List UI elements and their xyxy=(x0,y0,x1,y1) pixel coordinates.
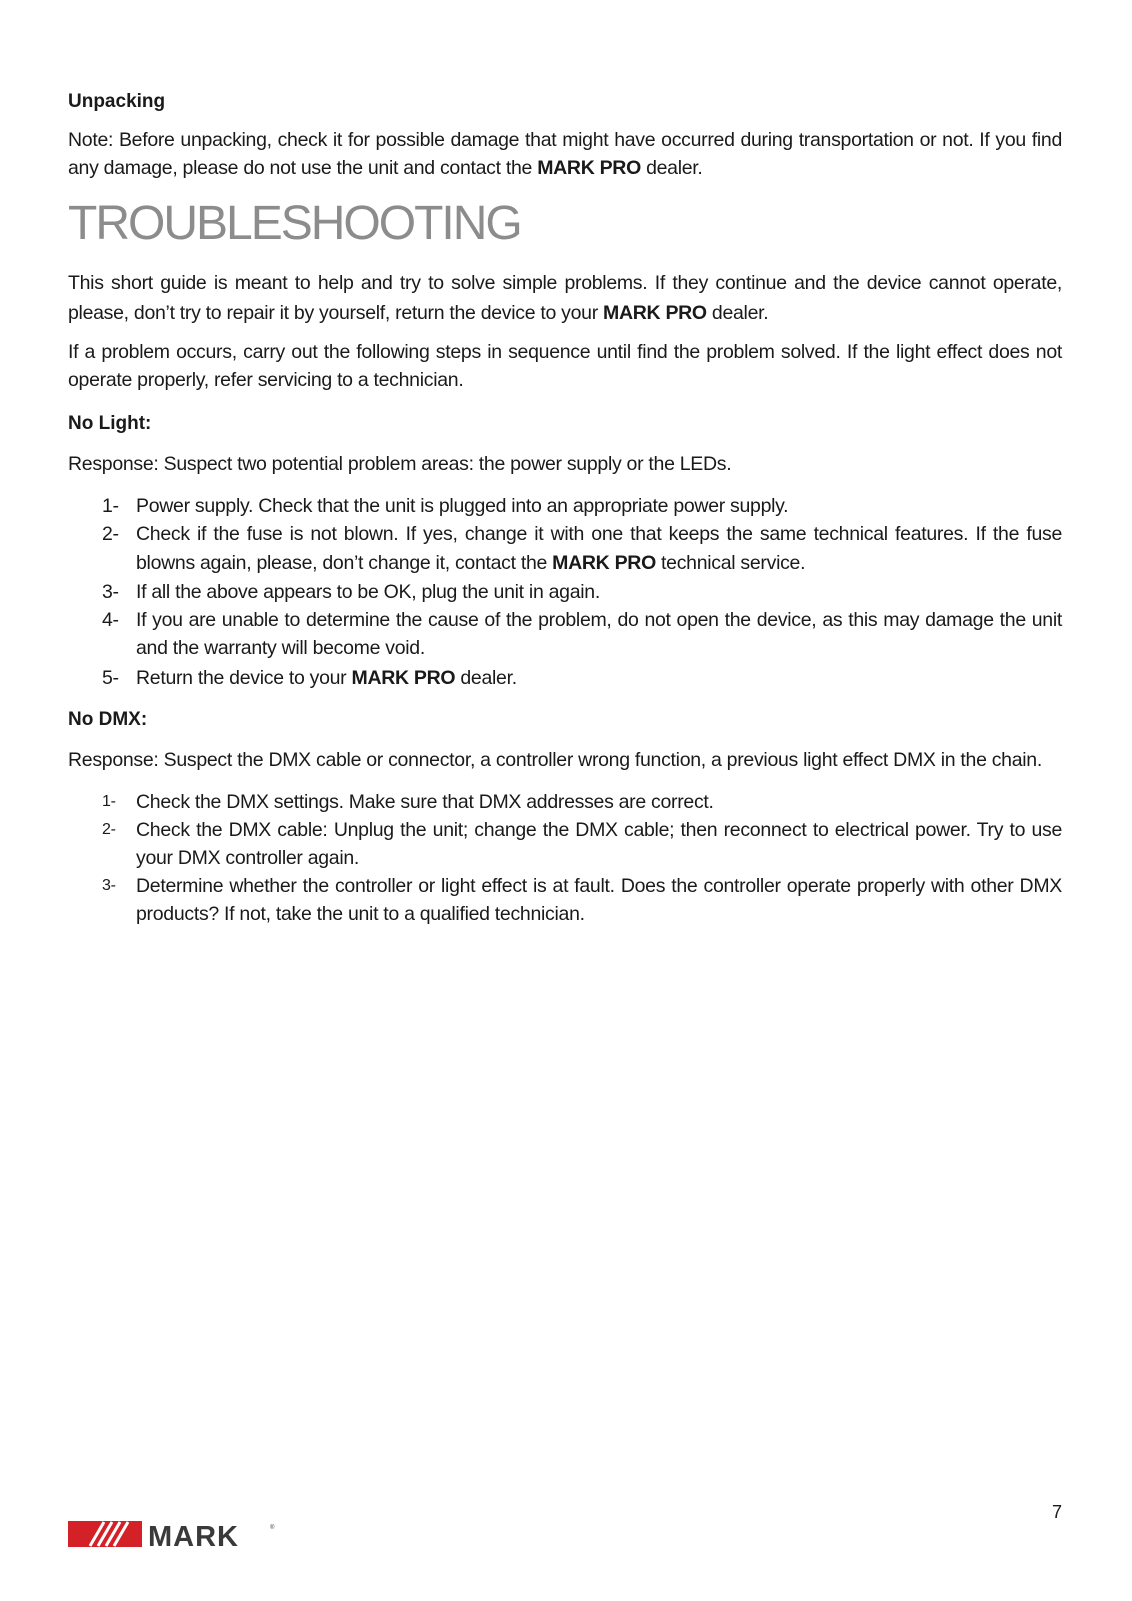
list-text: If you are unable to determine the cause of the problem, do not open the device, as this may damage the unit and the warranty will become void. xyxy=(136,609,1062,659)
list-number: 2- xyxy=(102,523,119,545)
unpacking-heading: Unpacking xyxy=(68,91,166,112)
no-dmx-response: Response: Suspect the DMX cable or connector, a controller wrong function, a previous light effect DMX in the chain. xyxy=(68,749,1042,771)
list-item xyxy=(68,492,1062,520)
list-number: 2- xyxy=(102,821,116,838)
manual-page xyxy=(68,88,1062,928)
list-item xyxy=(68,872,1062,928)
list-text: Determine whether the controller or light effect is at fault. Does the controller operate properly with other DMX products? If not, take the unit to a qualified technician. xyxy=(136,875,1062,925)
page-number: 7 xyxy=(1051,1502,1062,1522)
list-item xyxy=(68,788,1062,816)
no-light-heading: No Light: xyxy=(68,413,152,434)
brand-name: MARK PRO xyxy=(603,302,707,324)
list-text: Check the DMX settings. Make sure that DMX addresses are correct. xyxy=(136,791,714,813)
list-text-part: dealer. xyxy=(455,667,517,689)
unpacking-note-text: Note: Before unpacking, check it for possible damage that might have occurred during transportation or not. If you find any damage, please do not use the unit and contact the xyxy=(68,129,1062,179)
brand-name: MARK PRO xyxy=(351,667,456,689)
no-dmx-steps xyxy=(68,788,1062,928)
troubleshooting-title: TROUBLESHOOTING xyxy=(68,197,521,250)
no-dmx-heading: No DMX: xyxy=(68,709,148,730)
no-light-steps xyxy=(68,492,1062,692)
list-item xyxy=(68,578,1062,606)
logo-text: MARK xyxy=(148,1521,239,1549)
list-text xyxy=(136,667,517,689)
list-item xyxy=(68,520,1062,578)
list-number: 4- xyxy=(102,609,119,631)
troubleshooting-sequence: If a problem occurs, carry out the following steps in sequence until find the problem solved. If the light effect does not operate properly, refer servicing to a technician. xyxy=(68,341,1062,391)
list-text: Power supply. Check that the unit is plugged into an appropriate power supply. xyxy=(136,495,789,517)
list-number: 5- xyxy=(102,667,119,689)
troubleshooting-intro xyxy=(68,268,1062,328)
list-item xyxy=(68,606,1062,662)
list-text-part: Return the device to your xyxy=(136,667,352,689)
list-number: 3- xyxy=(102,581,119,603)
mark-logo xyxy=(68,1515,280,1549)
list-item xyxy=(68,664,1062,692)
brand-name: MARK PRO xyxy=(552,552,656,574)
list-number: 1- xyxy=(102,495,119,517)
list-text xyxy=(136,523,1062,574)
unpacking-note-end: dealer. xyxy=(640,157,703,179)
no-light-response: Response: Suspect two potential problem areas: the power supply or the LEDs. xyxy=(68,453,732,475)
list-text: If all the above appears to be OK, plug the unit in again. xyxy=(136,581,600,603)
list-item xyxy=(68,816,1062,872)
mark-logo-icon xyxy=(68,1515,280,1549)
registered-mark: ® xyxy=(270,1525,275,1531)
unpacking-note xyxy=(68,126,1062,182)
brand-name: MARK PRO xyxy=(537,157,641,179)
list-text: Check the DMX cable: Unplug the unit; change the DMX cable; then reconnect to electrical power. Try to use your DMX controller again. xyxy=(136,819,1062,869)
list-number: 1- xyxy=(102,793,116,810)
list-text-part: Check if the fuse is not blown. If yes, change it with one that keeps the same technical features. If the fuse blowns again, please, don’t change it, contact the xyxy=(136,523,1062,574)
intro-text: This short guide is meant to help and try to solve simple problems. If they continue and the device cannot operate, please, don’t try to repair it by yourself, return the device to your xyxy=(68,272,1062,324)
intro-text-end: dealer. xyxy=(706,302,769,324)
list-text-part: technical service. xyxy=(655,552,806,574)
list-number: 3- xyxy=(102,877,116,894)
